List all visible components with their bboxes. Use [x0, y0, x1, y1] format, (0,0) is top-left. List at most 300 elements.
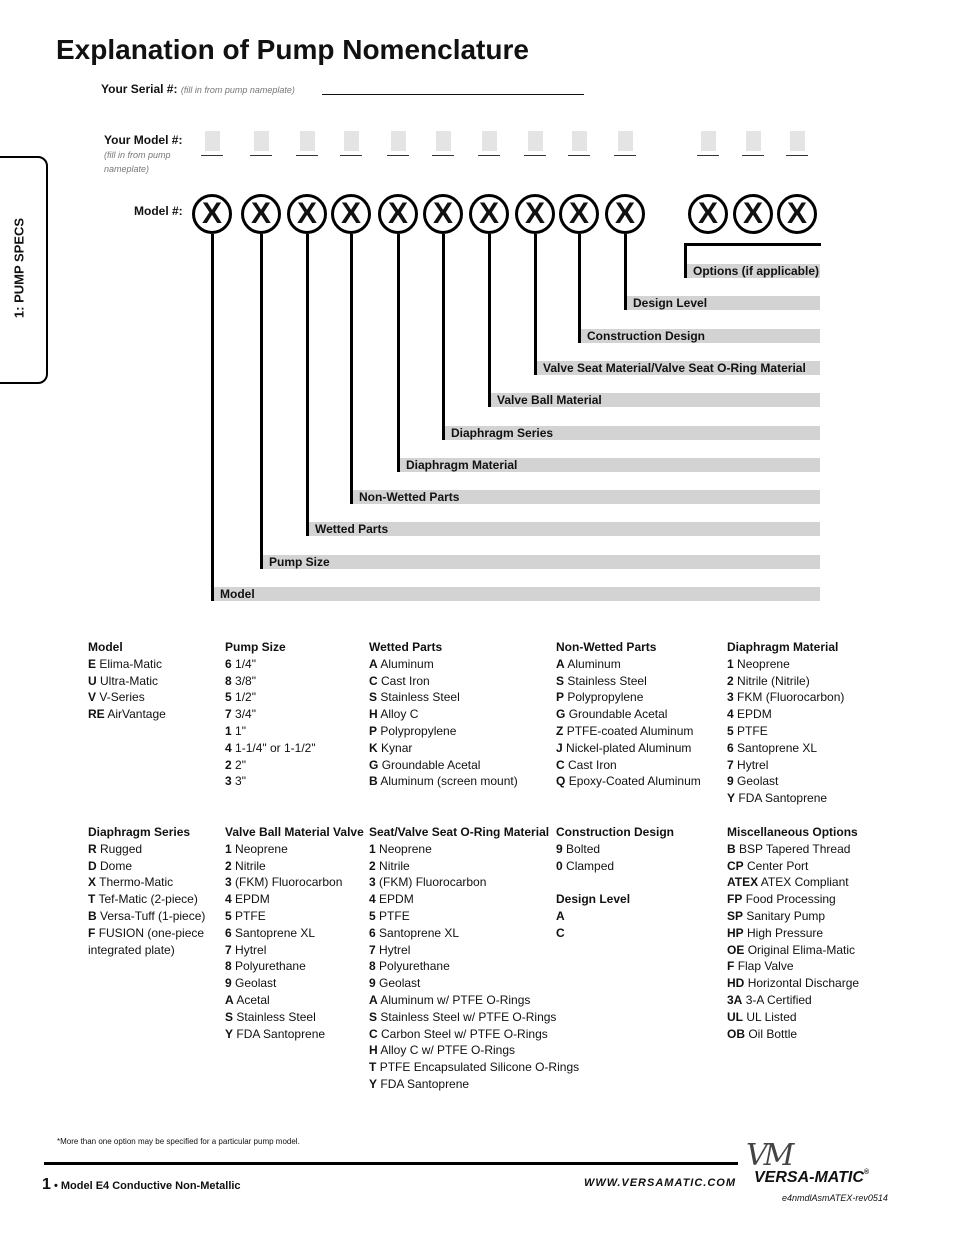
model-digit-underline: [697, 155, 719, 156]
code-entry: [369, 1042, 579, 1059]
code-entry: [225, 891, 364, 908]
nomenclature-bar: Wetted Parts: [307, 522, 820, 536]
code-value: 2: [225, 858, 232, 873]
serial-number-field[interactable]: [322, 94, 584, 95]
column-heading: Construction Design: [556, 825, 675, 839]
code-entry: [225, 841, 364, 858]
model-digit-underline: [432, 155, 454, 156]
code-description: FDA Santoprene: [738, 791, 828, 806]
code-value: 3: [369, 875, 376, 890]
code-entry: [369, 958, 579, 975]
model-digit-box[interactable]: [344, 131, 359, 151]
model-digit-box[interactable]: [391, 131, 406, 151]
code-description: Acetal: [236, 992, 270, 1007]
code-entry: [88, 942, 205, 959]
column-heading: Model: [88, 640, 123, 654]
code-entry: [225, 689, 316, 706]
code-entry: [556, 841, 674, 858]
footer-page-info: [42, 1176, 241, 1194]
code-entry: [369, 1026, 579, 1043]
code-entry: [369, 706, 518, 723]
footer-rule: [44, 1162, 738, 1165]
code-entry: [369, 1009, 579, 1026]
code-value: G: [556, 707, 566, 722]
code-value: 3A: [727, 992, 743, 1007]
connector-line: [260, 234, 263, 569]
code-value: CP: [727, 858, 744, 873]
code-description: EPDM: [737, 707, 772, 722]
model-digit-underline: [524, 155, 546, 156]
code-entry: [225, 992, 364, 1009]
serial-hint: (fill in from pump nameplate): [180, 85, 295, 95]
code-value: Y: [727, 791, 736, 806]
code-description: Versa-Tuff (1-piece): [100, 908, 206, 923]
code-entry: [727, 925, 859, 942]
model-digit-box[interactable]: [618, 131, 633, 151]
code-description: Geolast: [379, 976, 421, 991]
model-digit-box[interactable]: [572, 131, 587, 151]
code-entry: [556, 689, 701, 706]
code-description: Oil Bottle: [748, 1026, 798, 1041]
document-code: e4nmdlAsmATEX-rev0514: [782, 1193, 888, 1203]
your-model-label: Your Model #:: [104, 133, 183, 147]
code-description: PTFE: [379, 908, 410, 923]
nomenclature-bar: Diaphragm Material: [398, 458, 820, 472]
code-value: E: [88, 656, 97, 671]
code-description: Neoprene: [379, 841, 432, 856]
code-description: Cast Iron: [568, 757, 617, 772]
code-description: EPDM: [235, 892, 270, 907]
serial-label-text: Your Serial #:: [101, 82, 178, 96]
code-value: 1: [369, 841, 376, 856]
code-entry: [369, 773, 518, 790]
code-description: 3/8": [235, 673, 256, 688]
code-description: Nitrile: [235, 858, 266, 873]
code-entry: [225, 874, 364, 891]
code-entry: [369, 942, 579, 959]
code-value: SP: [727, 908, 744, 923]
model-digit-underline: [614, 155, 636, 156]
connector-line: [488, 234, 491, 407]
code-entry: [369, 874, 579, 891]
code-entry: [556, 656, 701, 673]
code-value: G: [369, 757, 379, 772]
code-entry: [225, 1009, 364, 1026]
model-digit-box[interactable]: [482, 131, 497, 151]
code-description: Horizontal Discharge: [747, 976, 860, 991]
code-description: Aluminum (screen mount): [380, 774, 518, 789]
code-value: 3: [727, 690, 734, 705]
nomenclature-bar: Design Level: [625, 296, 820, 310]
code-column: [369, 639, 518, 790]
code-value: S: [556, 673, 565, 688]
code-value: 5: [225, 908, 232, 923]
model-code-position: X: [287, 194, 327, 234]
code-entry: [369, 925, 579, 942]
code-value: U: [88, 673, 97, 688]
code-entry: [225, 773, 316, 790]
model-code-position: X: [423, 194, 463, 234]
code-description: Groundable Acetal: [568, 707, 668, 722]
code-entry: [225, 925, 364, 942]
code-value: 6: [225, 925, 232, 940]
code-entry: [727, 673, 844, 690]
code-value: A: [225, 992, 234, 1007]
page-title: Explanation of Pump Nomenclature: [56, 34, 529, 65]
code-value: F: [88, 925, 96, 940]
code-entry: [369, 891, 579, 908]
code-entry: [88, 925, 205, 942]
code-description: Aluminum: [567, 656, 621, 671]
code-description: Santoprene XL: [737, 740, 818, 755]
model-digit-underline: [742, 155, 764, 156]
code-description: Polypropylene: [567, 690, 644, 705]
code-value: Q: [556, 774, 566, 789]
code-value: 6: [369, 925, 376, 940]
code-entry: [225, 673, 316, 690]
code-description: Kynar: [381, 740, 413, 755]
code-entry: [369, 858, 579, 875]
model-number-label: Model #:: [134, 204, 183, 218]
nomenclature-bar: Options (if applicable): [685, 264, 820, 278]
connector-line: [442, 234, 445, 440]
code-value: R: [88, 841, 97, 856]
code-description: FKM (Fluorocarbon): [737, 690, 845, 705]
model-digit-underline: [387, 155, 409, 156]
code-description: V-Series: [99, 690, 145, 705]
code-value: HD: [727, 976, 745, 991]
model-digit-underline: [201, 155, 223, 156]
code-entry: [225, 858, 364, 875]
code-description: integrated plate): [88, 942, 175, 957]
code-value: FP: [727, 892, 743, 907]
column-heading: Miscellaneous Options: [727, 825, 858, 839]
model-code-position: X: [515, 194, 555, 234]
code-value: S: [369, 1009, 378, 1024]
code-description: Nitrile (Nitrile): [737, 673, 810, 688]
column-heading: Valve Ball Material Valve: [225, 825, 364, 839]
code-entry: [225, 706, 316, 723]
code-description: Neoprene: [235, 841, 288, 856]
model-digit-underline: [296, 155, 318, 156]
connector-line: [534, 234, 537, 375]
code-entry: [556, 723, 701, 740]
model-digit-box[interactable]: [701, 131, 716, 151]
logo-text: VERSA-MATIC: [754, 1169, 864, 1186]
model-digit-box[interactable]: [790, 131, 805, 151]
column-heading: Pump Size: [225, 640, 286, 654]
model-digit-underline: [478, 155, 500, 156]
code-entry: [727, 958, 859, 975]
code-value: T: [88, 892, 96, 907]
code-value: C: [369, 1026, 378, 1041]
code-entry: [556, 908, 674, 925]
code-entry: [369, 740, 518, 757]
code-entry: [225, 908, 364, 925]
code-entry: [727, 740, 844, 757]
code-value: S: [369, 690, 378, 705]
code-value: T: [369, 1060, 377, 1075]
code-column: [88, 824, 205, 958]
code-entry: [369, 908, 579, 925]
code-description: UL Listed: [746, 1009, 797, 1024]
code-value: 9: [556, 841, 563, 856]
page-number: 1: [42, 1176, 51, 1193]
code-value: B: [727, 841, 736, 856]
code-description: Clamped: [566, 858, 615, 873]
code-entry: [727, 942, 859, 959]
code-entry: [727, 773, 844, 790]
code-value: 9: [225, 976, 232, 991]
code-entry: [727, 656, 844, 673]
code-description: PTFE Encapsulated Silicone O-Rings: [379, 1060, 580, 1075]
code-description: 2": [235, 757, 246, 772]
code-entry: [369, 723, 518, 740]
code-description: Stainless Steel: [380, 690, 460, 705]
code-value: RE: [88, 707, 105, 722]
code-column: [556, 639, 701, 790]
code-column: [727, 639, 844, 807]
code-value: 2: [369, 858, 376, 873]
code-description: BSP Tapered Thread: [739, 841, 851, 856]
code-description: 1": [235, 723, 246, 738]
model-digit-box[interactable]: [205, 131, 220, 151]
code-entry: [369, 656, 518, 673]
code-entry: [88, 656, 166, 673]
code-entry: [88, 858, 205, 875]
column-heading: Design Level: [556, 892, 631, 907]
code-description: ATEX Compliant: [760, 875, 849, 890]
code-entry: [369, 992, 579, 1009]
connector-line: [397, 234, 400, 472]
model-code-position: X: [378, 194, 418, 234]
code-value: 2: [225, 757, 232, 772]
code-entry: [727, 1009, 859, 1026]
code-description: Original Elima-Matic: [747, 942, 856, 957]
code-value: 4: [225, 740, 232, 755]
code-description: Groundable Acetal: [381, 757, 481, 772]
code-entry: [369, 673, 518, 690]
connector-line: [350, 234, 353, 504]
code-entry: [556, 673, 701, 690]
code-value: 6: [727, 740, 734, 755]
code-value: H: [369, 707, 378, 722]
code-value: A: [369, 992, 378, 1007]
code-value: OE: [727, 942, 745, 957]
code-value: 9: [369, 976, 376, 991]
nomenclature-bar: Diaphragm Series: [443, 426, 820, 440]
code-value: 5: [727, 723, 734, 738]
code-description: Aluminum w/ PTFE O-Rings: [380, 992, 531, 1007]
code-value: 0: [556, 858, 563, 873]
model-code-position: X: [331, 194, 371, 234]
model-code-position: X: [241, 194, 281, 234]
code-value: C: [369, 673, 378, 688]
code-description: 1/2": [235, 690, 256, 705]
code-description: (FKM) Fluorocarbon: [235, 875, 343, 890]
code-value: 3: [225, 875, 232, 890]
code-value: A: [556, 908, 565, 923]
code-description: FDA Santoprene: [380, 1076, 470, 1091]
code-value: J: [556, 740, 563, 755]
code-description: 3/4": [235, 707, 256, 722]
code-description: Geolast: [737, 774, 779, 789]
your-model-hint: (fill in from pump nameplate): [104, 150, 171, 174]
code-description: PTFE-coated Aluminum: [566, 723, 694, 738]
code-description: Geolast: [235, 976, 277, 991]
code-value: K: [369, 740, 378, 755]
code-description: Polypropylene: [380, 723, 457, 738]
code-description: 3": [235, 774, 246, 789]
code-value: 4: [727, 707, 734, 722]
code-value: 5: [225, 690, 232, 705]
code-description: AirVantage: [107, 707, 166, 722]
code-entry: [556, 706, 701, 723]
code-entry: [556, 740, 701, 757]
code-column: [225, 639, 316, 790]
website-link[interactable]: WWW.VERSAMATIC.COM: [584, 1177, 737, 1189]
code-description: Hytrel: [737, 757, 769, 772]
code-value: A: [369, 656, 378, 671]
code-description: FDA Santoprene: [236, 1026, 326, 1041]
code-entry: [727, 858, 859, 875]
model-code-position: X: [688, 194, 728, 234]
code-value: P: [556, 690, 565, 705]
code-entry: [88, 673, 166, 690]
column-heading: Diaphragm Series: [88, 825, 191, 839]
code-description: Ultra-Matic: [100, 673, 159, 688]
code-description: Elima-Matic: [99, 656, 163, 671]
model-code-position: X: [777, 194, 817, 234]
code-description: 1/4": [235, 656, 256, 671]
code-description: Polyurethane: [235, 959, 306, 974]
code-value: 4: [225, 892, 232, 907]
code-description: Santoprene XL: [379, 925, 460, 940]
code-description: Aluminum: [380, 656, 434, 671]
code-entry: [225, 723, 316, 740]
code-description: Alloy C: [380, 707, 419, 722]
code-value: 9: [727, 774, 734, 789]
code-entry: [225, 1026, 364, 1043]
code-value: S: [225, 1009, 234, 1024]
code-value: 8: [225, 959, 232, 974]
connector-line: [211, 234, 214, 601]
code-description: Thermo-Matic: [99, 875, 174, 890]
nomenclature-bar: Valve Seat Material/Valve Seat O-Ring Material: [535, 361, 820, 375]
code-entry: [88, 908, 205, 925]
code-value: H: [369, 1043, 378, 1058]
code-description: PTFE: [235, 908, 266, 923]
code-description: 3-A Certified: [745, 992, 812, 1007]
code-description: Dome: [100, 858, 133, 873]
model-digit-box[interactable]: [746, 131, 761, 151]
model-code-position: X: [469, 194, 509, 234]
code-entry: [225, 942, 364, 959]
code-description: Nickel-plated Aluminum: [566, 740, 692, 755]
connector-line: [306, 234, 309, 536]
code-description: Neoprene: [737, 656, 790, 671]
code-description: PTFE: [737, 723, 768, 738]
code-entry: [88, 689, 166, 706]
model-code-position: X: [733, 194, 773, 234]
code-value: ATEX: [727, 875, 759, 890]
code-value: 7: [225, 942, 232, 957]
code-description: Epoxy-Coated Aluminum: [568, 774, 701, 789]
code-entry: [225, 958, 364, 975]
code-value: C: [556, 925, 565, 940]
code-entry: [88, 841, 205, 858]
code-value: 7: [727, 757, 734, 772]
model-digit-box[interactable]: [300, 131, 315, 151]
model-digit-box[interactable]: [436, 131, 451, 151]
code-entry: [369, 757, 518, 774]
connector-line: [684, 243, 687, 278]
versa-matic-logo: VERSA-MATIC®: [754, 1169, 870, 1186]
code-description: Hytrel: [379, 942, 411, 957]
code-entry: [727, 1026, 859, 1043]
code-entry: [225, 757, 316, 774]
code-entry: [727, 757, 844, 774]
model-code-position: X: [605, 194, 645, 234]
model-code-position: X: [559, 194, 599, 234]
code-value: C: [556, 757, 565, 772]
code-entry: [88, 891, 205, 908]
model-digit-underline: [568, 155, 590, 156]
column-heading: Wetted Parts: [369, 640, 443, 654]
footnote: *More than one option may be specified for a particular pump model.: [57, 1137, 300, 1146]
code-column: [88, 639, 166, 723]
code-description: Alloy C w/ PTFE O-Rings: [380, 1043, 516, 1058]
code-description: 1-1/4" or 1-1/2": [235, 740, 316, 755]
model-digit-underline: [340, 155, 362, 156]
connector-line: [624, 234, 627, 310]
code-value: 2: [727, 673, 734, 688]
code-entry: [727, 992, 859, 1009]
code-value: D: [88, 858, 97, 873]
column-heading: Diaphragm Material: [727, 640, 839, 654]
code-value: 8: [369, 959, 376, 974]
code-description: High Pressure: [747, 925, 824, 940]
code-entry: [369, 1059, 579, 1076]
code-entry: [727, 689, 844, 706]
code-description: Polyurethane: [379, 959, 450, 974]
code-value: 3: [225, 774, 232, 789]
code-description: Stainless Steel: [567, 673, 647, 688]
model-code-position: X: [192, 194, 232, 234]
footer-model-text: • Model E4 Conductive Non-Metallic: [50, 1180, 241, 1192]
code-value: V: [88, 690, 97, 705]
code-value: 4: [369, 892, 376, 907]
code-entry: [88, 706, 166, 723]
model-digit-box[interactable]: [254, 131, 269, 151]
code-column: [225, 824, 364, 1042]
model-digit-box[interactable]: [528, 131, 543, 151]
code-entry: [727, 891, 859, 908]
code-description: Sanitary Pump: [746, 908, 826, 923]
code-description: Stainless Steel w/ PTFE O-Rings: [380, 1009, 557, 1024]
code-column: [727, 824, 859, 1042]
serial-label: [101, 82, 295, 96]
section-tab-label: 1: PUMP SPECS: [11, 217, 27, 319]
code-entry: [727, 975, 859, 992]
nomenclature-bar: Model: [212, 587, 820, 601]
code-entry: [727, 908, 859, 925]
connector-line: [578, 234, 581, 343]
model-digit-underline: [250, 155, 272, 156]
code-description: Rugged: [100, 841, 143, 856]
code-value: Y: [369, 1076, 378, 1091]
code-column: [556, 824, 674, 942]
